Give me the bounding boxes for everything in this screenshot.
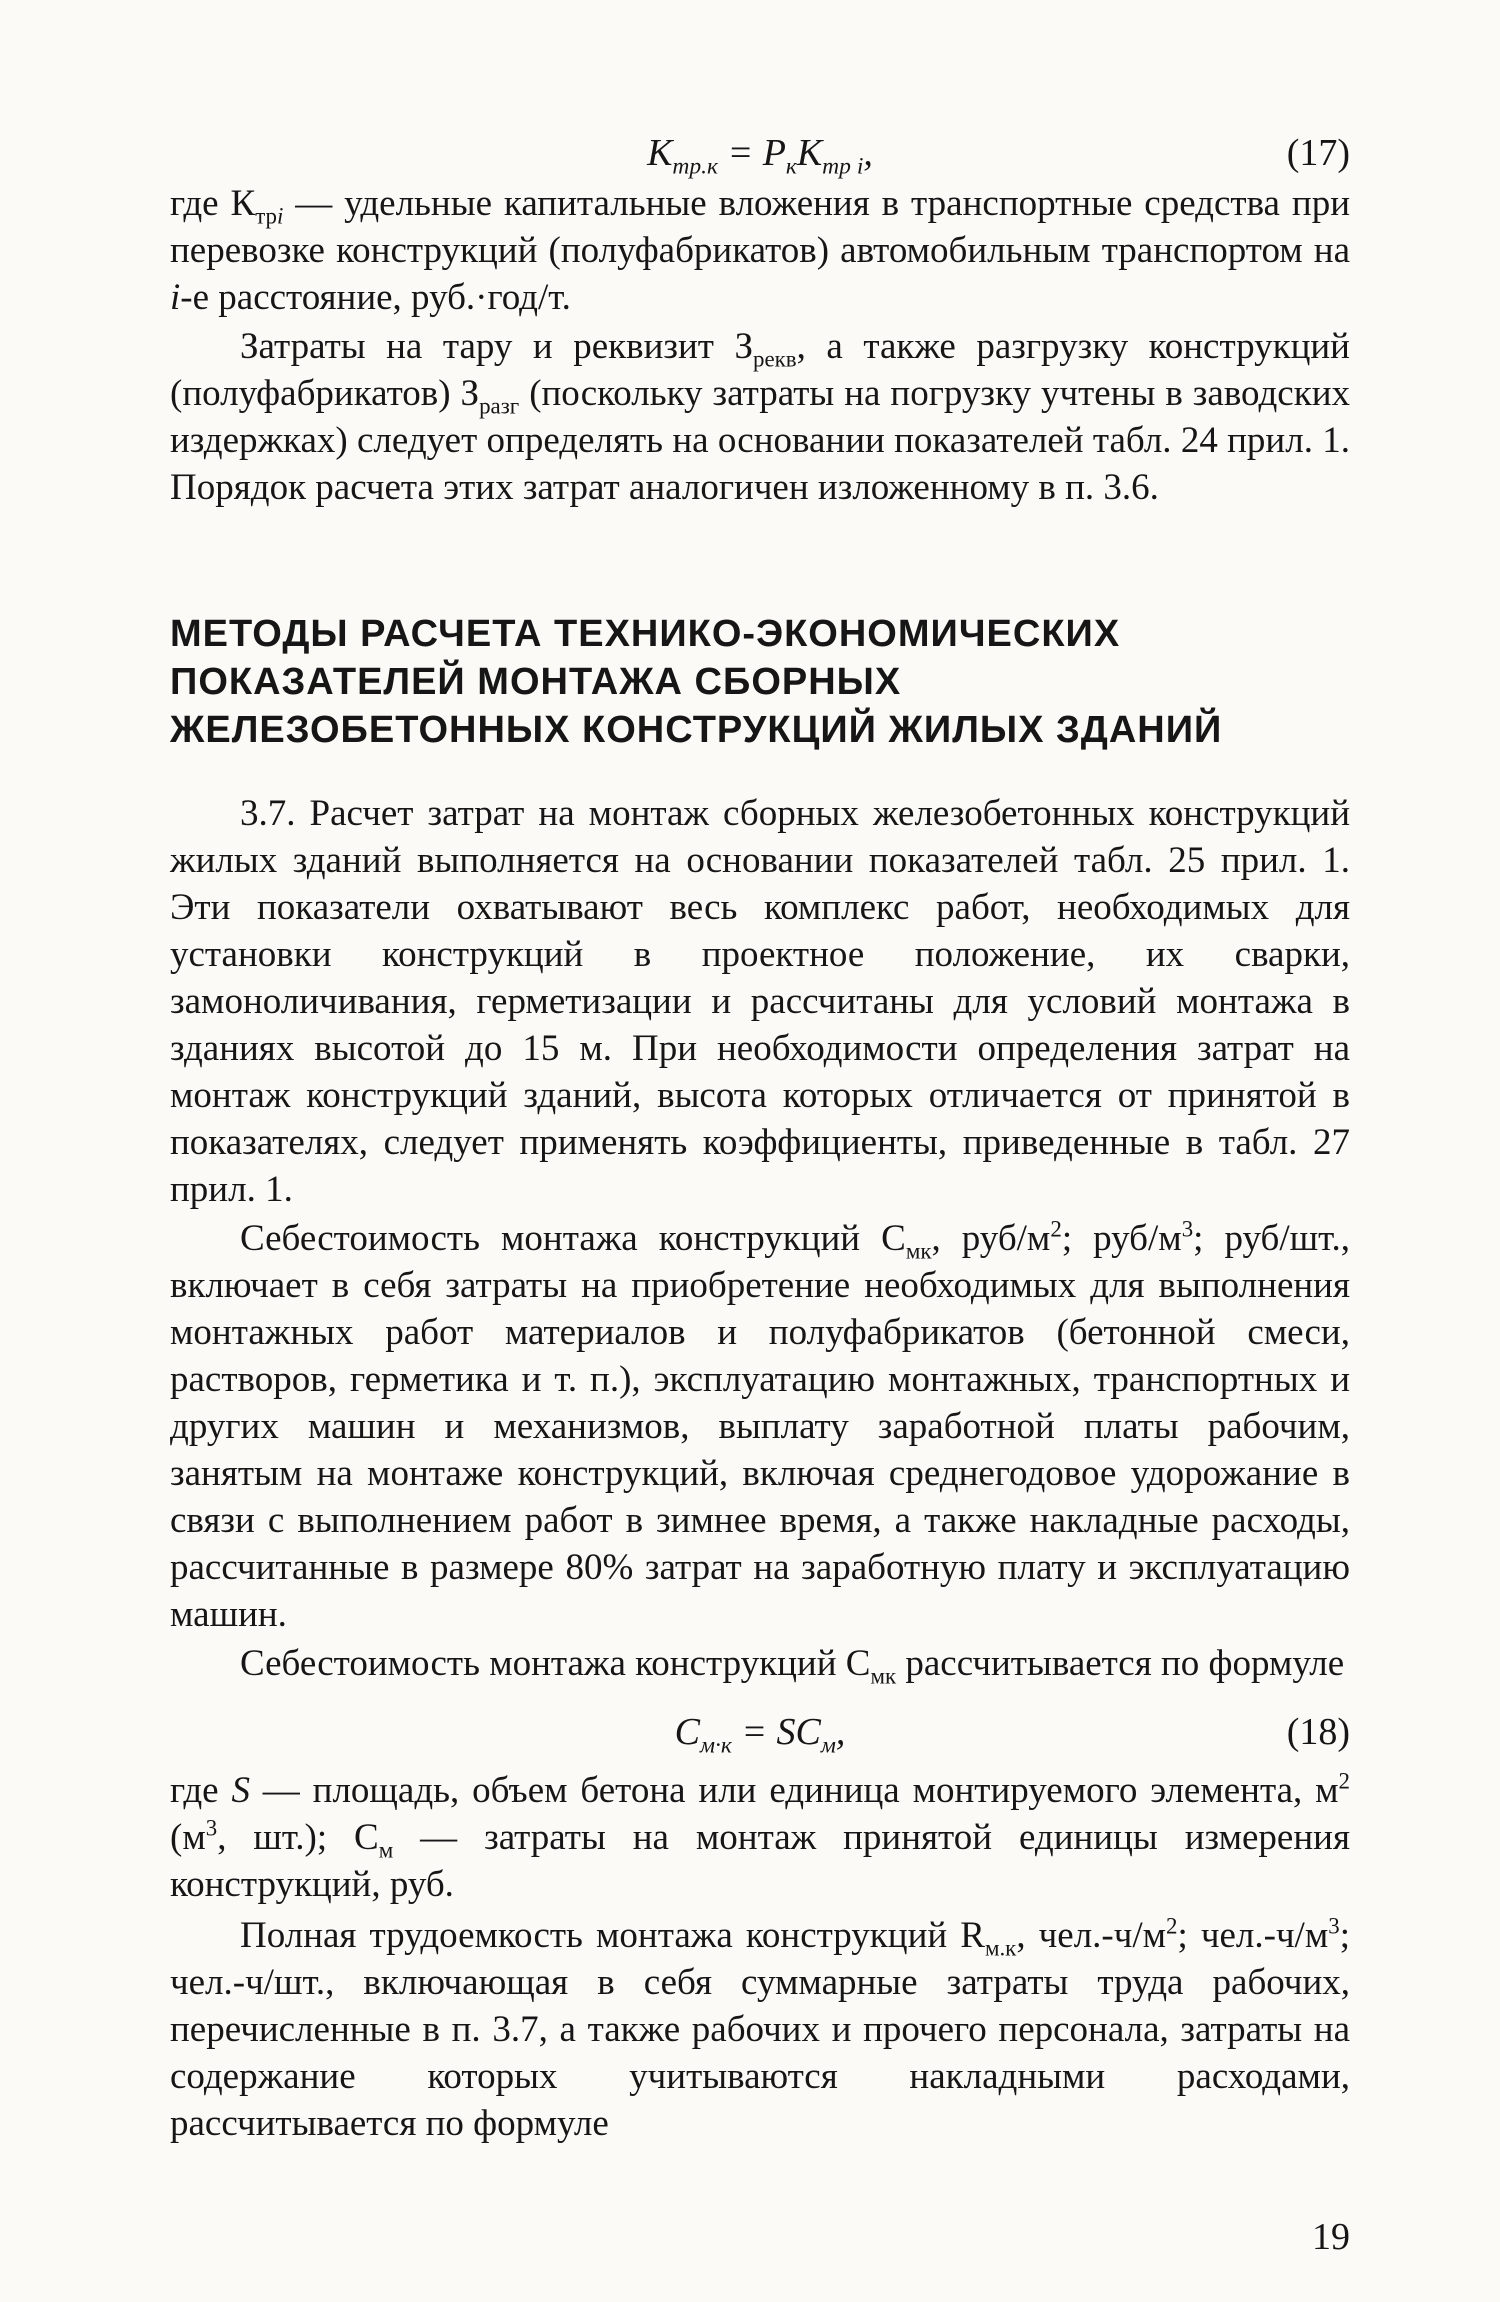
page-number: 19 [1312,2216,1350,2258]
formula-18 [170,1709,1350,1759]
section-heading [170,610,1350,754]
top-text-block [170,130,1350,511]
heading-line-3: ЖЕЛЕЗОБЕТОННЫХ КОНСТРУКЦИЙ ЖИЛЫХ ЗДАНИЙ [170,709,1223,751]
paragraph-cost-formula-intro: Себестоимость монтажа конструкций $С_{мк}$ рассчитывается по формуле [240,1643,1345,1689]
paragraph-labor-intensity: Полная трудоемкость монтажа конструкций $R_{м.к}$, $чел.-ч/м^2$; $чел.-ч/м^3$; чел.-ч/шт., включающая в себя суммарные затраты труда рабочих, перечисленные в п. 3.7, а также рабочих и прочего персонала, затраты на содержание которых учитываются накладными расходами, рассчитывается по формуле [170,1913,1350,2144]
paragraph-s-definition: где S — площадь, объем бетона или единица монтируемого элемента, $м^2$ ($м^3$, шт.); $С_м$ — затраты на монтаж принятой единицы измерения конструкций, руб. [170,1768,1351,1905]
formula-17-expression: $К_{тр.к} = Р_кК_{тр i}$, [647,132,873,180]
formula-18-number: (18) [1286,1711,1350,1753]
formula-17 [170,130,1350,180]
paragraph-installation-cost: Себестоимость монтажа конструкций $С_{мк}$, руб/$м^2$; руб/$м^3$; руб/шт., включает в себя затраты на приобретение необходимых для выполнения монтажных работ материалов и полуфабрикатов (бетонной смеси, растворов, герметика и т. п.), эксплуатацию монтажных, транспортных и других машин и механизмов, выплату заработной платы рабочим, занятым на монтаже конструкций, включая среднегодовое удорожание в связи с выполнением работ в зимнее время, а также накладные расходы, рассчитанные в размере 80% затрат на заработную плату и эксплуатацию машин. [170,1216,1350,1635]
paragraph-3-7: 3.7. Расчет затрат на монтаж сборных железобетонных конструкций жилых зданий выполняется на основании показателей табл. 25 прил. 1. Эти показатели охватывают весь комплекс работ, необходимых для установки конструкций в проектное положение, их сварки, замоноличивания, герметизации и рассчитаны для условий монтажа в зданиях высотой до 15 м. При необходимости определения затрат на монтаж конструкций зданий, высота которых отличается от принятой в показателях, следует применять коэффициенты, приведенные в табл. 27 прил. 1. [170,793,1350,1210]
main-text-block [170,790,1350,2147]
formula-18-expression: $С_{м\cdot к} = SС_м$, [674,1711,846,1759]
formula-17-number: (17) [1286,132,1350,174]
heading-line-1: МЕТОДЫ РАСЧЕТА ТЕХНИКО-ЭКОНОМИЧЕСКИХ [170,613,1121,655]
heading-line-2: ПОКАЗАТЕЛЕЙ МОНТАЖА СБОРНЫХ [170,661,902,703]
paragraph-k-tr-definition: где $К_{трi}$ — удельные капитальные вложения в транспортные средства при перевозке конструкций (полуфабрикатов) автомобильным транспортом на i-е расстояние, руб.·год/т. [170,183,1350,318]
paragraph-packaging-costs: Затраты на тару и реквизит $З_{рекв}$, а также разгрузку конструкций (полуфабрикатов) $З_{разг}$ (поскольку затраты на погрузку учтены в заводских издержках) следует определять на основании показателей табл. 24 прил. 1. Порядок расчета этих затрат аналогичен изложенному в п. 3.6. [170,326,1350,508]
